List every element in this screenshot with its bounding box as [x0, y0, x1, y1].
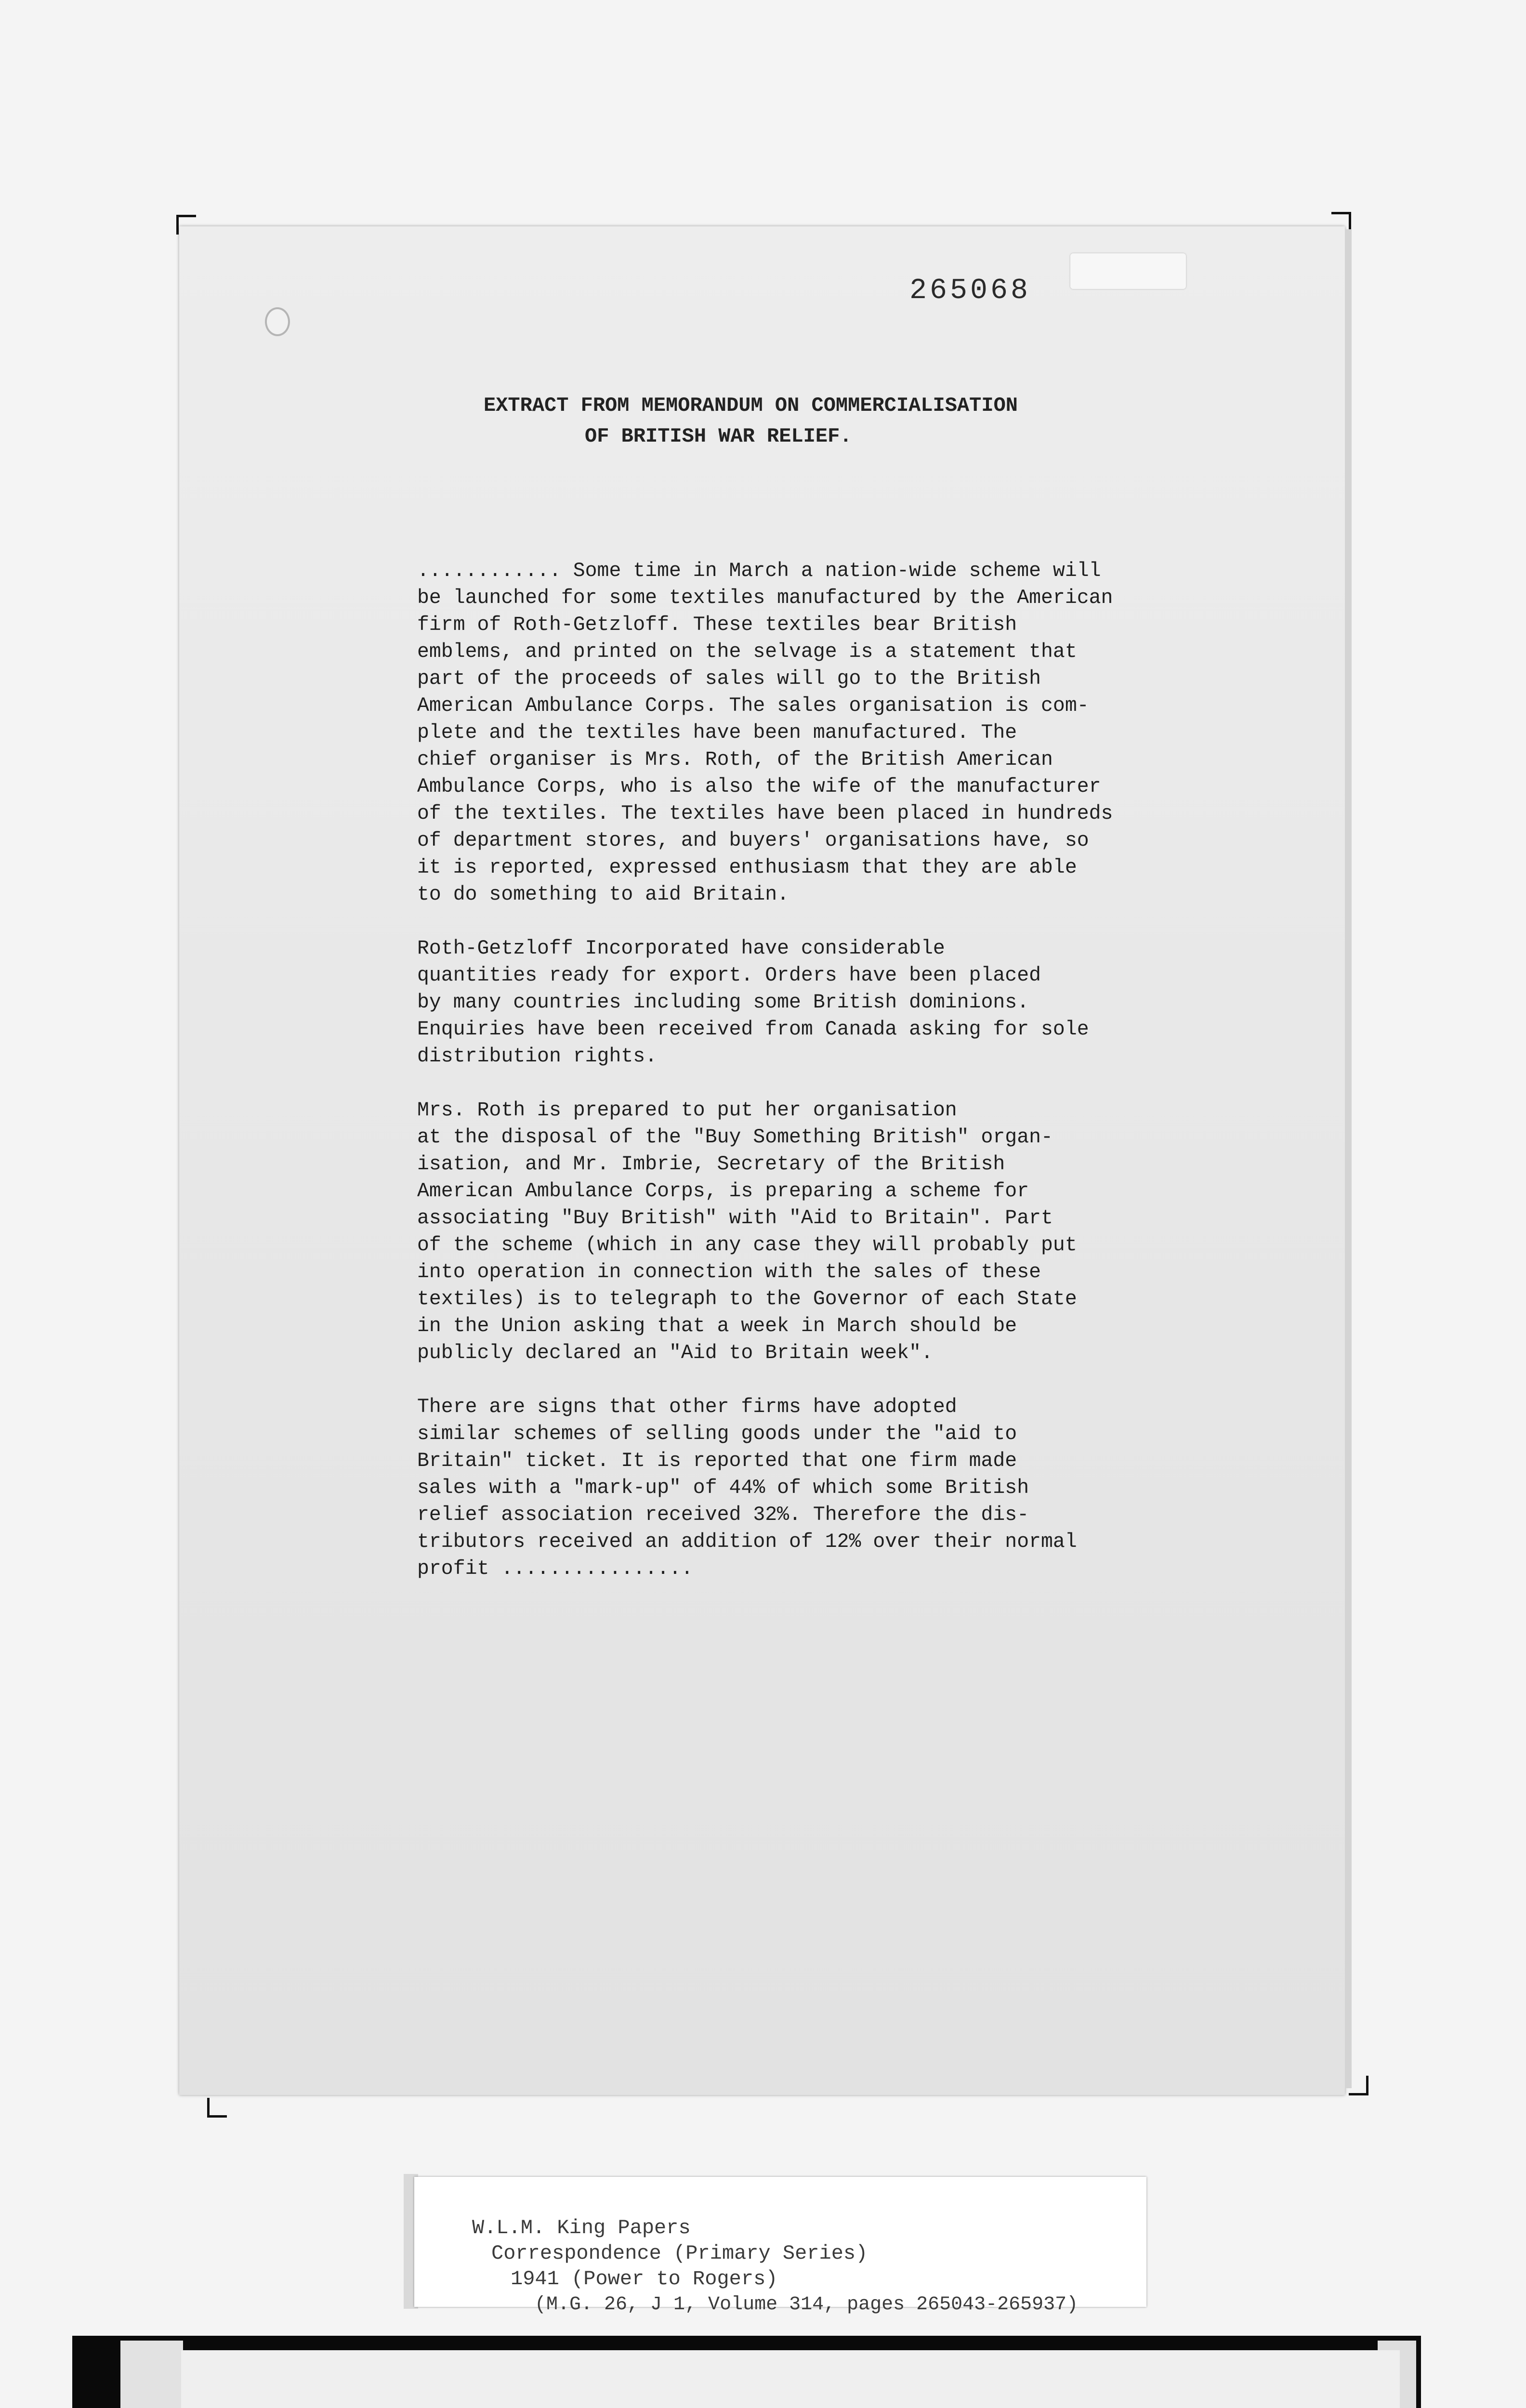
- tape-strip: [1070, 253, 1186, 289]
- paragraph: ............ Some time in March a nation-wide scheme will be launched for some textiles manufactured by the American firm of Roth-Getzloff. These textiles bear British emblems, and printed on the selvage is a statement that part of the proceeds of sales will go to the British American Ambulance Corps. The sales organisation is com- plete and the textiles have been manufactured. The chief organiser is Mrs. Roth, of the British American Ambulance Corps, who is also the wife of the manufacturer of the textiles. The textiles have been placed in hundreds of department stores, and buyers' organisations have, so it is reported, expressed enthusiasm that they are able to do something to aid Britain.: [417, 560, 1113, 906]
- sheet-edge: [1345, 229, 1352, 2088]
- reference-line-3: 1941 (Power to Rogers): [511, 2267, 778, 2290]
- title-line-2: OF BRITISH WAR RELIEF.: [585, 425, 852, 448]
- crop-mark-bottom-right: [1349, 2076, 1368, 2095]
- crop-mark-bottom-left: [207, 2098, 227, 2118]
- paragraph: There are signs that other firms have adopted similar schemes of selling goods under the "aid to Britain" ticket. It is reported that one firm made sales with a "mark-up" of 44% of which some British relief association received 32%. Therefore the dis- tributors received an addition of 12% over their normal profit ................: [417, 1396, 1077, 1580]
- reference-line-2: Correspondence (Primary Series): [491, 2242, 868, 2265]
- reference-label: [414, 2177, 1146, 2316]
- archives-card: [181, 2350, 1400, 2408]
- document-body: [417, 558, 1323, 1610]
- paragraph: Roth-Getzloff Incorporated have considerable quantities ready for export. Orders have been placed by many countries including some British dominions. Enquiries have been received from Canada asking for sole distribution rights.: [417, 937, 1089, 1068]
- punch-hole: [265, 307, 290, 336]
- paragraph: Mrs. Roth is prepared to put her organisation at the disposal of the "Buy Something British" organ- isation, and Mr. Imbrie, Secretary of the British American Ambulance Corps, is preparing a scheme for associating "Buy British" with "Aid to Britain". Part of the scheme (which in any case they will probably put into operation in connection with the sales of these textiles) is to telegraph to the Governor of each State in the Union asking that a week in March should be publicly declared an "Aid to Britain week".: [417, 1099, 1077, 1364]
- archives-card-left-edge: [120, 2341, 183, 2408]
- reference-line-4: (M.G. 26, J 1, Volume 314, pages 265043-265937): [535, 2294, 1079, 2316]
- document-title: [484, 390, 1206, 452]
- page-number: 265068: [909, 275, 1031, 307]
- title-line-1: EXTRACT FROM MEMORANDUM ON COMMERCIALISATION: [484, 394, 1018, 417]
- reference-line-1: W.L.M. King Papers: [472, 2216, 691, 2239]
